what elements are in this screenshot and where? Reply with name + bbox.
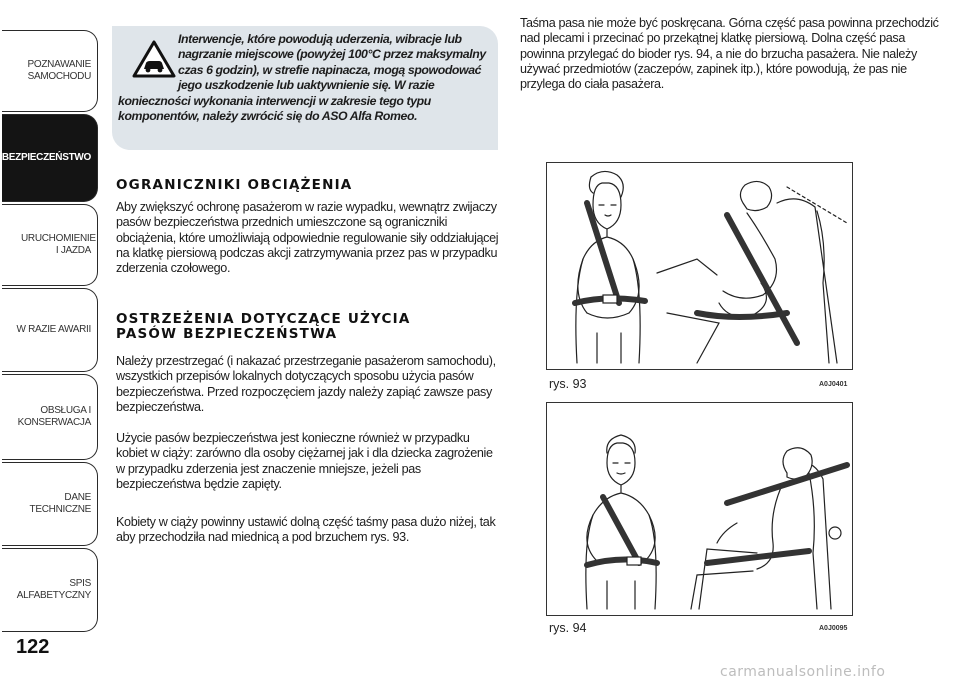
tab-label: SPIS ALFABETYCZNY xyxy=(16,578,91,601)
figure-pregnant-woman-seatbelt xyxy=(546,162,853,391)
tab-obsluga-i-konserwacja[interactable] xyxy=(2,374,98,460)
tab-dane-techniczne[interactable] xyxy=(2,462,98,546)
paragraph-pregnant-women: Użycie pasów bezpieczeństwa jest konieczne również w przypadku kobiet w ciąży: zarówno dla osoby ciężarnej jak i dla dziecka zagrożenie w przypadku zderzenia jest znaczenie mniejsze, jeżeli pas bezpieczeństwa będzie zapięty. xyxy=(116,431,493,491)
seated-man-seatbelt-illustration xyxy=(547,403,852,615)
figure-caption: rys. 93 xyxy=(549,377,587,391)
tab-w-razie-awarii[interactable] xyxy=(2,288,98,372)
tab-label: BEZPIECZEŃSTWO xyxy=(1,152,91,163)
heading-load-limiters: OGRANICZNIKI OBCIĄŻENIA xyxy=(116,177,353,193)
warning-text: Interwencje, które powodują uderzenia, wibracje lub nagrzanie miejscowe (powyżej 100°C przez maksymalny czas 6 godzin), w strefie napinacza, mogą spowodować jego uszkodzenie lub uaktywnienie się. W razie konieczności wykonania interwencji w zakresie tego typu komponentów, należy zwrócić się do ASO Alfa Romeo. xyxy=(118,32,486,124)
paragraph-seatbelt-rules: Należy przestrzegać (i nakazać przestrzeganie pasażerom samochodu), wszystkich przepisów lokalnych dotyczących sposobu użycia pasów bezpieczeństwa. Przed rozpoczęciem jazdy należy zapiąć zawsze pasy bezpieczeństwa. xyxy=(116,354,496,414)
tab-bezpieczenstwo[interactable] xyxy=(2,114,98,202)
tab-label: DANE TECHNICZNE xyxy=(29,492,91,515)
paragraph-pregnant-belt-position: Kobiety w ciąży powinny ustawić dolną część taśmy pasa dużo niżej, tak aby przechodziła nad miednicą a pod brzuchem rys. 93. xyxy=(116,515,496,545)
tab-poznawanie-samochodu[interactable] xyxy=(2,30,98,112)
tab-label: URUCHOMIENIE I JAZDA xyxy=(21,233,96,256)
page-number: 122 xyxy=(16,636,50,658)
pregnant-woman-seatbelt-illustration xyxy=(547,163,852,369)
warning-box xyxy=(112,26,498,150)
tab-label: OBSŁUGA I KONSERWACJA xyxy=(17,405,91,428)
figure-code: A0J0095 xyxy=(819,625,848,632)
tab-label: W RAZIE AWARII xyxy=(16,324,91,335)
tab-spis-alfabetyczny[interactable] xyxy=(2,548,98,632)
paragraph-belt-fitting: Taśma pasa nie może być poskręcana. Górna część pasa powinna przechodzić nad plecami i przecinać po przekątnej klatkę piersiową. Dolna część pasa powinna przylegać do bioder rys. 94, a nie do brzucha pasażera. Nie należy używać przedmiotów (zaczepów, zapinek itp.), które powodują, że pas nie przylega do ciała pasażera. xyxy=(520,16,939,92)
tab-label: POZNAWANIE SAMOCHODU xyxy=(27,59,91,82)
figure-code: A0J0401 xyxy=(819,381,848,388)
figure-man-seatbelt xyxy=(546,402,853,635)
paragraph-load-limiters: Aby zwiększyć ochronę pasażerom w razie wypadku, wewnątrz zwijaczy pasów bezpieczeństwa przednich umieszczone są ograniczniki obciążenia, które umożliwiają odpowiednie regulowanie siły oddziałującej na klatkę piersiową podczas akcji zatrzymywania przez pas w przypadku zderzenia czołowego. xyxy=(116,200,499,276)
warning-triangle-car-icon xyxy=(132,40,176,78)
figure-caption: rys. 94 xyxy=(549,621,587,635)
watermark: carmanualsonline.info xyxy=(720,664,886,680)
heading-seatbelt-warnings: OSTRZEŻENIA DOTYCZĄCE UŻYCIA PASÓW BEZPIECZEŃSTWA xyxy=(116,311,411,342)
tab-uruchomienie-i-jazda[interactable] xyxy=(2,204,98,286)
